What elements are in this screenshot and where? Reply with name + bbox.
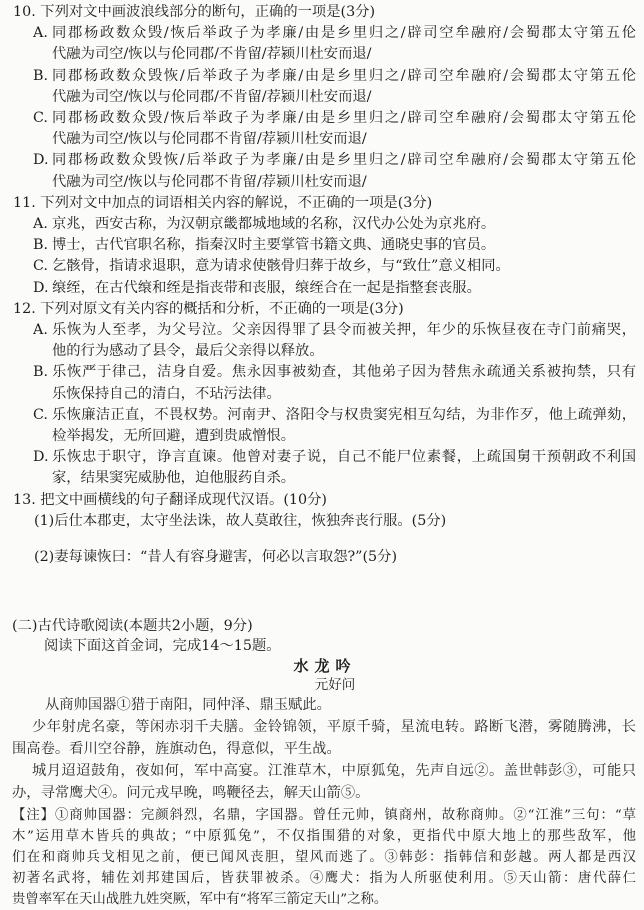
q12-option-a-cont: 他的行为感动了县令，最后父亲得以释放。 <box>52 343 324 359</box>
q10-option-d-cont: 代融为司空/恢以与伦同郡不肯留/荐颍川杜安而退/ <box>52 174 367 190</box>
poem-note-line: 们在和商帅兵戈相见之前，便已闻风丧胆，望风而逃了。③韩彭：指韩信和彭越。两人都是西汉 <box>12 850 636 865</box>
q12-option-b-cont: 乐恢保持自己的清白，不玷污法律。 <box>52 386 281 402</box>
poetry-instruction: 阅读下面这首金词，完成14～15题。 <box>44 638 281 654</box>
option-text: 同郡杨政数众毁恢/后举政子为孝廉/由是乡里归之/辟司空牟融府/会蜀郡太守第五伦 <box>52 152 636 168</box>
poem-stanza-2-line-2: 办，寻常鹰犬④。问元戎早晚，鸣鞭径去，解天山箭⑤。 <box>12 785 370 801</box>
q10-option-a <box>33 23 636 43</box>
option-label: B. <box>33 237 49 253</box>
option-text: 缞绖，在古代缞和绖是指丧带和丧服，缞绖合在一起是指整套丧服。 <box>52 280 481 296</box>
q12-option-c <box>33 405 636 425</box>
q12-option-d-cont: 家，结果窦宪威胁他，迫他服药自杀。 <box>52 470 296 486</box>
option-text: 乞骸骨，指请求退职，意为请求使骸骨归葬于故乡，与“致仕”意义相同。 <box>52 258 510 274</box>
q10-option-d <box>33 150 636 170</box>
q10-option-c-cont: 代融为司空/恢以与伦同郡不肯留/荐颍川杜安而退/ <box>52 131 367 147</box>
option-text: 京兆，西安古称，为汉朝京畿都城地域的名称，汉代办公处为京兆府。 <box>52 216 496 232</box>
option-text: 博士，古代官职名称，指秦汉时主要掌管书籍文典、通晓史事的官员。 <box>52 237 496 253</box>
q11-option-a <box>33 214 636 234</box>
option-text: 同郡杨政数众毁恢/后举政子为孝廉/由是乡里归之/辟司空牟融府/会蜀郡太守第五伦 <box>52 68 636 84</box>
option-label: D. <box>33 280 49 296</box>
poetry-section-title: (二)古代诗歌阅读(本题共2小题，9分) <box>12 618 253 634</box>
q13-stem: 13. 把文中画横线的句子翻译成现代汉语。(10分) <box>13 492 327 508</box>
option-label: D. <box>33 449 49 465</box>
q13-sub-1: (1)后仕本郡吏，太守坐法诛，故人莫敢往，恢独奔丧行服。(5分) <box>34 513 447 529</box>
q12-stem: 12. 下列对原文有关内容的概括和分析，不正确的一项是(3分) <box>13 301 404 317</box>
poem-preface: 从商帅国器①猎于南阳，同仲泽、鼎玉赋此。 <box>45 697 331 713</box>
poem-note-line: 【注】①商帅国器：完颜斜烈，名鼎，字国器。曾任元帅，镇商州，故称商帅。②“江淮”三句：“草 <box>12 808 636 823</box>
option-text: 同郡杨政数众毁/恢后举政子为孝廉/由是乡里归之/辟司空牟融府/会蜀郡太守第五伦 <box>52 110 636 126</box>
poem-note-line: 木”运用草木皆兵的典故；“中原狐兔”，不仅指围猎的对象，更指代中原大地上的那些敌军，他 <box>12 829 636 844</box>
option-text: 乐恢廉洁正直，不畏权势。河南尹、洛阳令与权贵窦宪相互勾结，为非作歹，他上疏弹劾， <box>52 407 636 423</box>
q11-stem: 11. 下列对文中加点的词语相关内容的解说，不正确的一项是(3分) <box>13 195 433 211</box>
q13-sub-2: (2)妻每谏恢曰：“昔人有容身避害，何必以言取怨?”(5分) <box>34 549 398 565</box>
poem-stanza-1-line-2: 围高卷。看川空谷静，旌旗动色，得意似，平生战。 <box>12 741 341 757</box>
option-label: B. <box>33 68 49 84</box>
option-label: A. <box>33 25 48 41</box>
q10-option-b-cont: 代融为司空/恢以与伦同郡/不肯留/荐颍川杜安而退/ <box>52 89 372 105</box>
option-label: B. <box>33 364 49 380</box>
poem-stanza-1-line-1: 少年射虎名豪，等闲赤羽千夫膳。金铃锦领，平原千骑，星流电转。路断飞潜，雾随腾沸，长 <box>32 719 636 735</box>
option-text: 乐恢忠于职守，诤言直谏。他曾对妻子说，自己不能尸位素餐，上疏国舅干预朝政不利国 <box>52 449 636 465</box>
q12-option-d <box>33 447 636 467</box>
q12-option-b <box>33 362 636 382</box>
option-label: A. <box>33 322 48 338</box>
option-label: C. <box>33 407 48 423</box>
q11-option-c <box>33 256 636 276</box>
q11-option-d <box>33 278 636 298</box>
q11-option-b <box>33 235 636 255</box>
q12-option-c-cont: 检举揭发，无所回避，遭到贵戚憎恨。 <box>52 428 296 444</box>
poem-stanza-2-line-1: 城月迢迢鼓角，夜如何，军中高宴。江淮草木，中原狐兔，先声自远②。盖世韩彭③，可能只 <box>32 763 636 779</box>
option-text: 乐恢为人至孝，为父号泣。父亲因得罪了县令而被关押，年少的乐恢昼夜在寺门前痛哭， <box>52 322 636 338</box>
option-label: C. <box>33 110 48 126</box>
poem-note-line: 初著名武将，辅佐刘邦建国后，皆获罪被杀。④鹰犬：指为人所驱使利用。⑤天山箭：唐代薛仁 <box>12 871 636 886</box>
poem-author: 元好问 <box>314 677 356 693</box>
option-text: 同郡杨政数众毁/恢后举政子为孝廉/由是乡里归之/辟司空牟融府/会蜀郡太守第五伦 <box>52 25 636 41</box>
poem-note-line: 贵曾率军在天山战胜九姓突厥，军中有“将军三箭定天山”之称。 <box>12 892 388 907</box>
option-label: D. <box>33 152 49 168</box>
q10-stem: 10. 下列对文中画波浪线部分的断句，正确的一项是(3分) <box>13 4 376 20</box>
q10-option-b <box>33 66 636 86</box>
option-text: 乐恢严于律己，洁身自爱。焦永因事被劾查，其他弟子因为替焦永疏通关系被拘禁，只有 <box>52 364 636 380</box>
option-label: A. <box>33 216 48 232</box>
q10-option-c <box>33 108 636 128</box>
q10-option-a-cont: 代融为司空/恢以与伦同郡/不肯留/荐颍川杜安而退/ <box>52 46 372 62</box>
q12-option-a <box>33 320 636 340</box>
poem-title: 水龙吟 <box>293 657 357 675</box>
option-label: C. <box>33 258 48 274</box>
